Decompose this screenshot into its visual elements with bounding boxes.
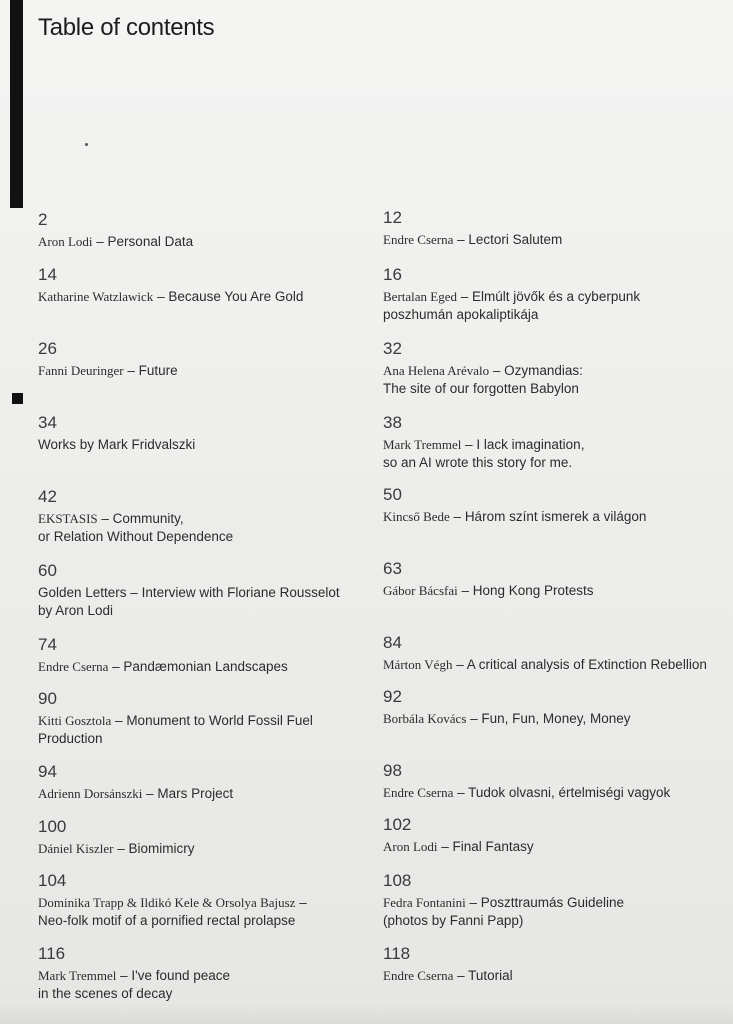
entry-text — [38, 785, 388, 803]
toc-entry — [38, 413, 388, 454]
dash-separator: – — [97, 511, 113, 526]
entry-title: The site of our forgotten Babylon — [383, 381, 579, 396]
entry-author: Ana Helena Arévalo — [383, 363, 490, 378]
ink-dot — [85, 143, 88, 146]
toc-entry — [38, 817, 388, 858]
entry-title: Tutorial — [468, 968, 513, 983]
entry-text — [383, 967, 733, 985]
page-number: 42 — [38, 487, 57, 506]
page-number: 63 — [383, 559, 402, 578]
dash-separator: – — [489, 363, 505, 378]
dash-separator: – — [452, 657, 467, 672]
dash-separator: – — [453, 232, 469, 247]
entry-line — [383, 306, 733, 324]
entry-line — [383, 894, 733, 912]
entry-line — [383, 436, 733, 454]
toc-entry — [38, 871, 388, 930]
entry-title: by Aron Lodi — [38, 603, 114, 618]
entry-author: Aron Lodi — [383, 839, 438, 854]
page-number: 90 — [38, 689, 57, 708]
entry-title: Works by Mark Fridvalszki — [38, 437, 196, 452]
page-number: 94 — [38, 762, 57, 781]
page-number: 50 — [383, 485, 402, 504]
entry-author: Márton Végh — [383, 657, 453, 672]
entry-title: Monument to World Fossil Fuel — [126, 713, 313, 728]
entry-author: Dominika Trapp & Ildikó Kele & Orsolya Bajusz — [38, 895, 296, 910]
dash-separator: – — [116, 968, 132, 983]
entry-title: Biomimicry — [128, 841, 195, 856]
entry-line — [38, 528, 388, 546]
entry-line — [38, 985, 388, 1003]
page-number: 98 — [383, 761, 402, 780]
dash-separator: – — [457, 289, 473, 304]
entry-line — [38, 233, 388, 251]
dash-separator: – — [437, 839, 453, 854]
entry-text — [383, 288, 733, 324]
entry-title: I've found peace — [131, 968, 231, 983]
entry-title: so an AI wrote this story for me. — [383, 455, 573, 470]
entry-title: A critical analysis of Extinction Rebellion — [466, 657, 707, 672]
toc-entry — [38, 210, 388, 251]
entry-title: Community, — [112, 511, 184, 526]
entry-title: Mars Project — [157, 786, 234, 801]
entry-title: Neo-folk motif of a pornified rectal prolapse — [38, 913, 296, 928]
section-marker — [12, 393, 23, 404]
entry-text — [38, 362, 388, 380]
entry-author: Aron Lodi — [38, 234, 93, 249]
entry-text — [38, 288, 388, 306]
dash-separator: – — [453, 968, 469, 983]
toc-entry — [383, 633, 733, 674]
dash-separator: – — [108, 659, 124, 674]
toc-entry — [38, 265, 388, 306]
dash-separator: – — [142, 786, 158, 801]
toc-entry — [38, 689, 388, 748]
entry-text — [383, 508, 733, 526]
entry-title: Golden Letters – Interview with Floriane Rousselot — [38, 585, 340, 600]
entry-title: Hong Kong Protests — [472, 583, 594, 598]
toc-entry — [383, 815, 733, 856]
page-number: 32 — [383, 339, 402, 358]
dash-separator: – — [113, 841, 129, 856]
entry-author: Borbála Kovács — [383, 711, 467, 726]
entry-title: Production — [38, 731, 103, 746]
page-number: 84 — [383, 633, 402, 652]
entry-line — [383, 508, 733, 526]
entry-title: Final Fantasy — [452, 839, 534, 854]
entry-author: Gábor Bácsfai — [383, 583, 458, 598]
entry-line — [383, 582, 733, 600]
spine-bar — [10, 0, 23, 208]
dash-separator: – — [153, 289, 169, 304]
dash-separator: – — [457, 583, 473, 598]
toc-entry — [383, 208, 733, 249]
entry-author: Mark Tremmel — [383, 437, 462, 452]
entry-text — [38, 840, 388, 858]
entry-title: Lectori Salutem — [468, 232, 563, 247]
entry-author: Bertalan Eged — [383, 289, 457, 304]
entry-author: Fanni Deuringer — [38, 363, 124, 378]
entry-line — [383, 231, 733, 249]
entry-line — [383, 912, 733, 930]
entry-line — [38, 785, 388, 803]
page-number: 60 — [38, 561, 57, 580]
dash-separator: – — [465, 895, 481, 910]
entry-author: Kincső Bede — [383, 509, 450, 524]
page-number: 26 — [38, 339, 57, 358]
dash-separator: – — [123, 363, 139, 378]
entry-title: (photos by Fanni Papp) — [383, 913, 524, 928]
toc-entry — [38, 635, 388, 676]
page-shadow — [0, 1002, 733, 1024]
entry-author: Adrienn Dorsánszki — [38, 786, 143, 801]
toc-entry — [383, 559, 733, 600]
page-title: Table of contents — [38, 14, 215, 41]
entry-title: I lack imagination, — [476, 437, 585, 452]
entry-author: Dániel Kiszler — [38, 841, 114, 856]
dash-separator: – — [466, 711, 482, 726]
entry-author: Endre Cserna — [383, 232, 454, 247]
entry-author: Endre Cserna — [38, 659, 109, 674]
page-number: 74 — [38, 635, 57, 654]
toc-entry — [38, 487, 388, 546]
entry-author: Endre Cserna — [383, 968, 454, 983]
entry-line — [383, 362, 733, 380]
entry-text — [383, 710, 733, 728]
entry-line — [38, 894, 388, 912]
entry-author: Fedra Fontanini — [383, 895, 466, 910]
entry-text — [383, 582, 733, 600]
entry-text — [383, 784, 733, 802]
entry-text — [38, 894, 388, 930]
toc-entry — [383, 687, 733, 728]
entry-author: Endre Cserna — [383, 785, 454, 800]
dash-separator: – — [449, 509, 465, 524]
page-number: 100 — [38, 817, 67, 836]
entry-text — [38, 658, 388, 676]
entry-text — [38, 233, 388, 251]
entry-text — [38, 712, 388, 748]
page-number: 102 — [383, 815, 412, 834]
entry-title: Elmúlt jövők és a cyberpunk — [472, 289, 641, 304]
entry-line — [38, 362, 388, 380]
page-number: 34 — [38, 413, 57, 432]
entry-author: Katharine Watzlawick — [38, 289, 154, 304]
entry-title: Personal Data — [107, 234, 194, 249]
entry-line — [38, 658, 388, 676]
entry-author: Kitti Gosztola — [38, 713, 112, 728]
toc-entry — [383, 944, 733, 985]
entry-author: EKSTASIS — [38, 511, 98, 526]
entry-line — [383, 380, 733, 398]
entry-line — [38, 584, 388, 602]
entry-line — [38, 912, 388, 930]
entry-text — [383, 436, 733, 472]
entry-line — [383, 784, 733, 802]
dash-separator: – — [461, 437, 477, 452]
entry-line — [38, 840, 388, 858]
entry-title: poszhumán apokaliptikája — [383, 307, 539, 322]
entry-line — [383, 838, 733, 856]
entry-title: Poszttraumás Guideline — [480, 895, 625, 910]
entry-text — [383, 656, 733, 674]
entry-line — [38, 730, 388, 748]
toc-entry — [383, 265, 733, 324]
entry-line — [38, 712, 388, 730]
dash-separator: – — [92, 234, 108, 249]
entry-line — [383, 288, 733, 306]
toc-entry — [38, 339, 388, 380]
page-number: 2 — [38, 210, 48, 229]
entry-title: Pandæmonian Landscapes — [123, 659, 288, 674]
entry-line — [38, 510, 388, 528]
entry-text — [38, 584, 388, 620]
entry-text — [383, 362, 733, 398]
page-number: 104 — [38, 871, 67, 890]
entry-title: in the scenes of decay — [38, 986, 173, 1001]
toc-entry — [383, 761, 733, 802]
page-number: 118 — [383, 944, 411, 963]
toc-entry — [38, 561, 388, 620]
page-number: 16 — [383, 265, 402, 284]
toc-entry — [38, 762, 388, 803]
entry-line — [38, 288, 388, 306]
toc-entry — [383, 413, 733, 472]
entry-line — [383, 710, 733, 728]
entry-text — [383, 894, 733, 930]
entry-text — [38, 436, 388, 454]
entry-title: Fun, Fun, Money, Money — [481, 711, 631, 726]
toc-entry — [383, 485, 733, 526]
toc-entry — [383, 339, 733, 398]
page-number: 108 — [383, 871, 412, 890]
entry-text — [383, 838, 733, 856]
toc-entry — [38, 944, 388, 1003]
entry-author: Mark Tremmel — [38, 968, 117, 983]
page-number: 92 — [383, 687, 402, 706]
entry-line — [38, 967, 388, 985]
dash-separator: – — [453, 785, 469, 800]
entry-line — [383, 454, 733, 472]
entry-title: Tudok olvasni, értelmiségi vagyok — [468, 785, 671, 800]
entry-text — [38, 510, 388, 546]
entry-line — [383, 656, 733, 674]
entry-title: Három színt ismerek a világon — [464, 509, 647, 524]
page-number: 14 — [38, 265, 57, 284]
page-number: 38 — [383, 413, 402, 432]
entry-title: Future — [138, 363, 178, 378]
dash-separator: – — [295, 895, 307, 910]
entry-title: Because You Are Gold — [168, 289, 304, 304]
entry-line — [383, 967, 733, 985]
entry-text — [383, 231, 733, 249]
entry-title: or Relation Without Dependence — [38, 529, 234, 544]
page-number: 116 — [38, 944, 66, 963]
entry-line — [38, 602, 388, 620]
toc-entry — [383, 871, 733, 930]
entry-line — [38, 436, 388, 454]
entry-text — [38, 967, 388, 1003]
entry-title: Ozymandias: — [504, 363, 583, 378]
page-number: 12 — [383, 208, 402, 227]
dash-separator: – — [111, 713, 127, 728]
